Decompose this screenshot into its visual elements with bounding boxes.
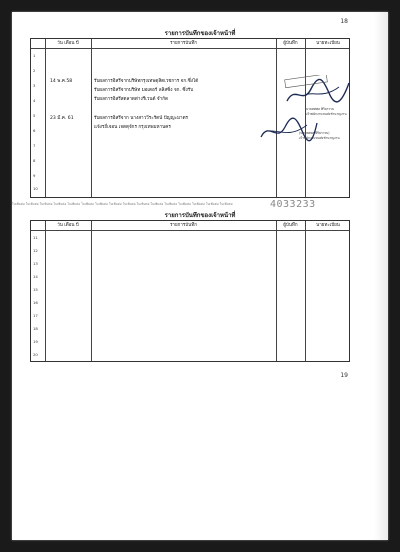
row-number: 18 [33, 326, 38, 331]
column-divider [91, 39, 92, 197]
row-number: 8 [33, 158, 36, 163]
entry-date: 23 มี.ค. 61 [50, 116, 74, 121]
lower-records-table [30, 220, 350, 362]
entry-line: รับผลการอิสรีจากบริษัท มอเตอร์ ลลิสซิ่ง จก. ซึ่งรับ [94, 88, 194, 93]
serial-number: 4033233 [270, 199, 316, 210]
entry-line: รับผลการอิสรีสตลาดต่างรีเวนต์ จำกัด [94, 97, 168, 102]
row-number: 15 [33, 287, 38, 292]
row-number: 10 [33, 186, 38, 191]
row-number: 13 [33, 261, 38, 266]
entry-line: แจ้งรถี่เจอน เจตตุจักร กรุงเทพมหานคร [94, 125, 171, 130]
stamp-line: เจ้าพนักงานขนส่งชำนาญงาน [299, 136, 340, 140]
upper-section-title: รายการบันทึกของเจ้าหน้าที่ [164, 30, 236, 37]
perforation-line: ใบเพิ่มต่อ ใบเพิ่มต่อ ใบเพิ่มต่อ ใบเพิ่มต่อ ใบเพิ่มต่อ ใบเพิ่มต่อ ใบเพิ่มต่อ ใบเพิ่มต่อ ใบเพิ่มต่อ ใบเพิ่มต่อ ใบเพิ่มต่อ ใบเพิ่มต่อ ใบเพิ่มต่อ ใบเพิ่มต่อ ใบเพิ่มต่อ ใบเพิ่มต่อ [12, 202, 233, 206]
row-number: 12 [33, 248, 38, 253]
row-number: 6 [33, 128, 36, 133]
row-number: 7 [33, 143, 36, 148]
registrar-signature-1 [283, 75, 353, 109]
header-entry: รายการบันทึก [170, 223, 197, 228]
header-registrar: นายทะเบียน [316, 223, 340, 228]
header-date: วัน เดือน ปี [57, 223, 79, 228]
header-registrar: นายทะเบียน [316, 41, 340, 46]
page-number-top: 18 [340, 18, 348, 25]
header-divider [31, 48, 349, 49]
row-number: 4 [33, 98, 36, 103]
header-recorder: ผู้บันทึก [283, 223, 298, 228]
row-number: 20 [33, 352, 38, 357]
header-date: วัน เดือน ปี [57, 41, 79, 46]
row-number: 14 [33, 274, 38, 279]
header-recorder: ผู้บันทึก [283, 41, 298, 46]
column-divider [91, 221, 92, 361]
upper-records-table [30, 38, 350, 198]
row-number: 1 [33, 53, 36, 58]
column-divider [45, 39, 46, 197]
page-edge-shadow [374, 12, 388, 540]
lower-section-title: รายการบันทึกของเจ้าหน้าที่ [164, 212, 236, 219]
row-number: 5 [33, 113, 36, 118]
row-number: 9 [33, 173, 36, 178]
row-number: 17 [33, 313, 38, 318]
row-number: 11 [33, 235, 38, 240]
header-divider [31, 230, 349, 231]
row-number: 16 [33, 300, 38, 305]
column-divider [276, 221, 277, 361]
stamp-line: นายทศพล พิริยรวรม [306, 107, 335, 111]
row-number: 3 [33, 83, 36, 88]
column-divider [45, 221, 46, 361]
stamp-line: (นายทศพล พิริยรวรม) [299, 131, 330, 135]
entry-line: รับผลการอิสรีจากบริษัทกรุงเทพดุสิตเวชการ จก.ซึ่งได้ [94, 79, 199, 84]
row-number: 19 [33, 339, 38, 344]
column-divider [305, 221, 306, 361]
entry-date: 14 พ.ค.58 [50, 79, 73, 84]
entry-line: รับผลการอิสรีจาก นางสาววีระรัตน์ ปัญญะมาตร [94, 116, 189, 121]
row-number: 2 [33, 68, 36, 73]
header-entry: รายการบันทึก [170, 41, 197, 46]
stamp-line: เจ้าพนักงานขนส่งชำนาญงาน [306, 112, 347, 116]
page-number-bottom: 19 [340, 372, 348, 379]
document-page [12, 12, 388, 540]
